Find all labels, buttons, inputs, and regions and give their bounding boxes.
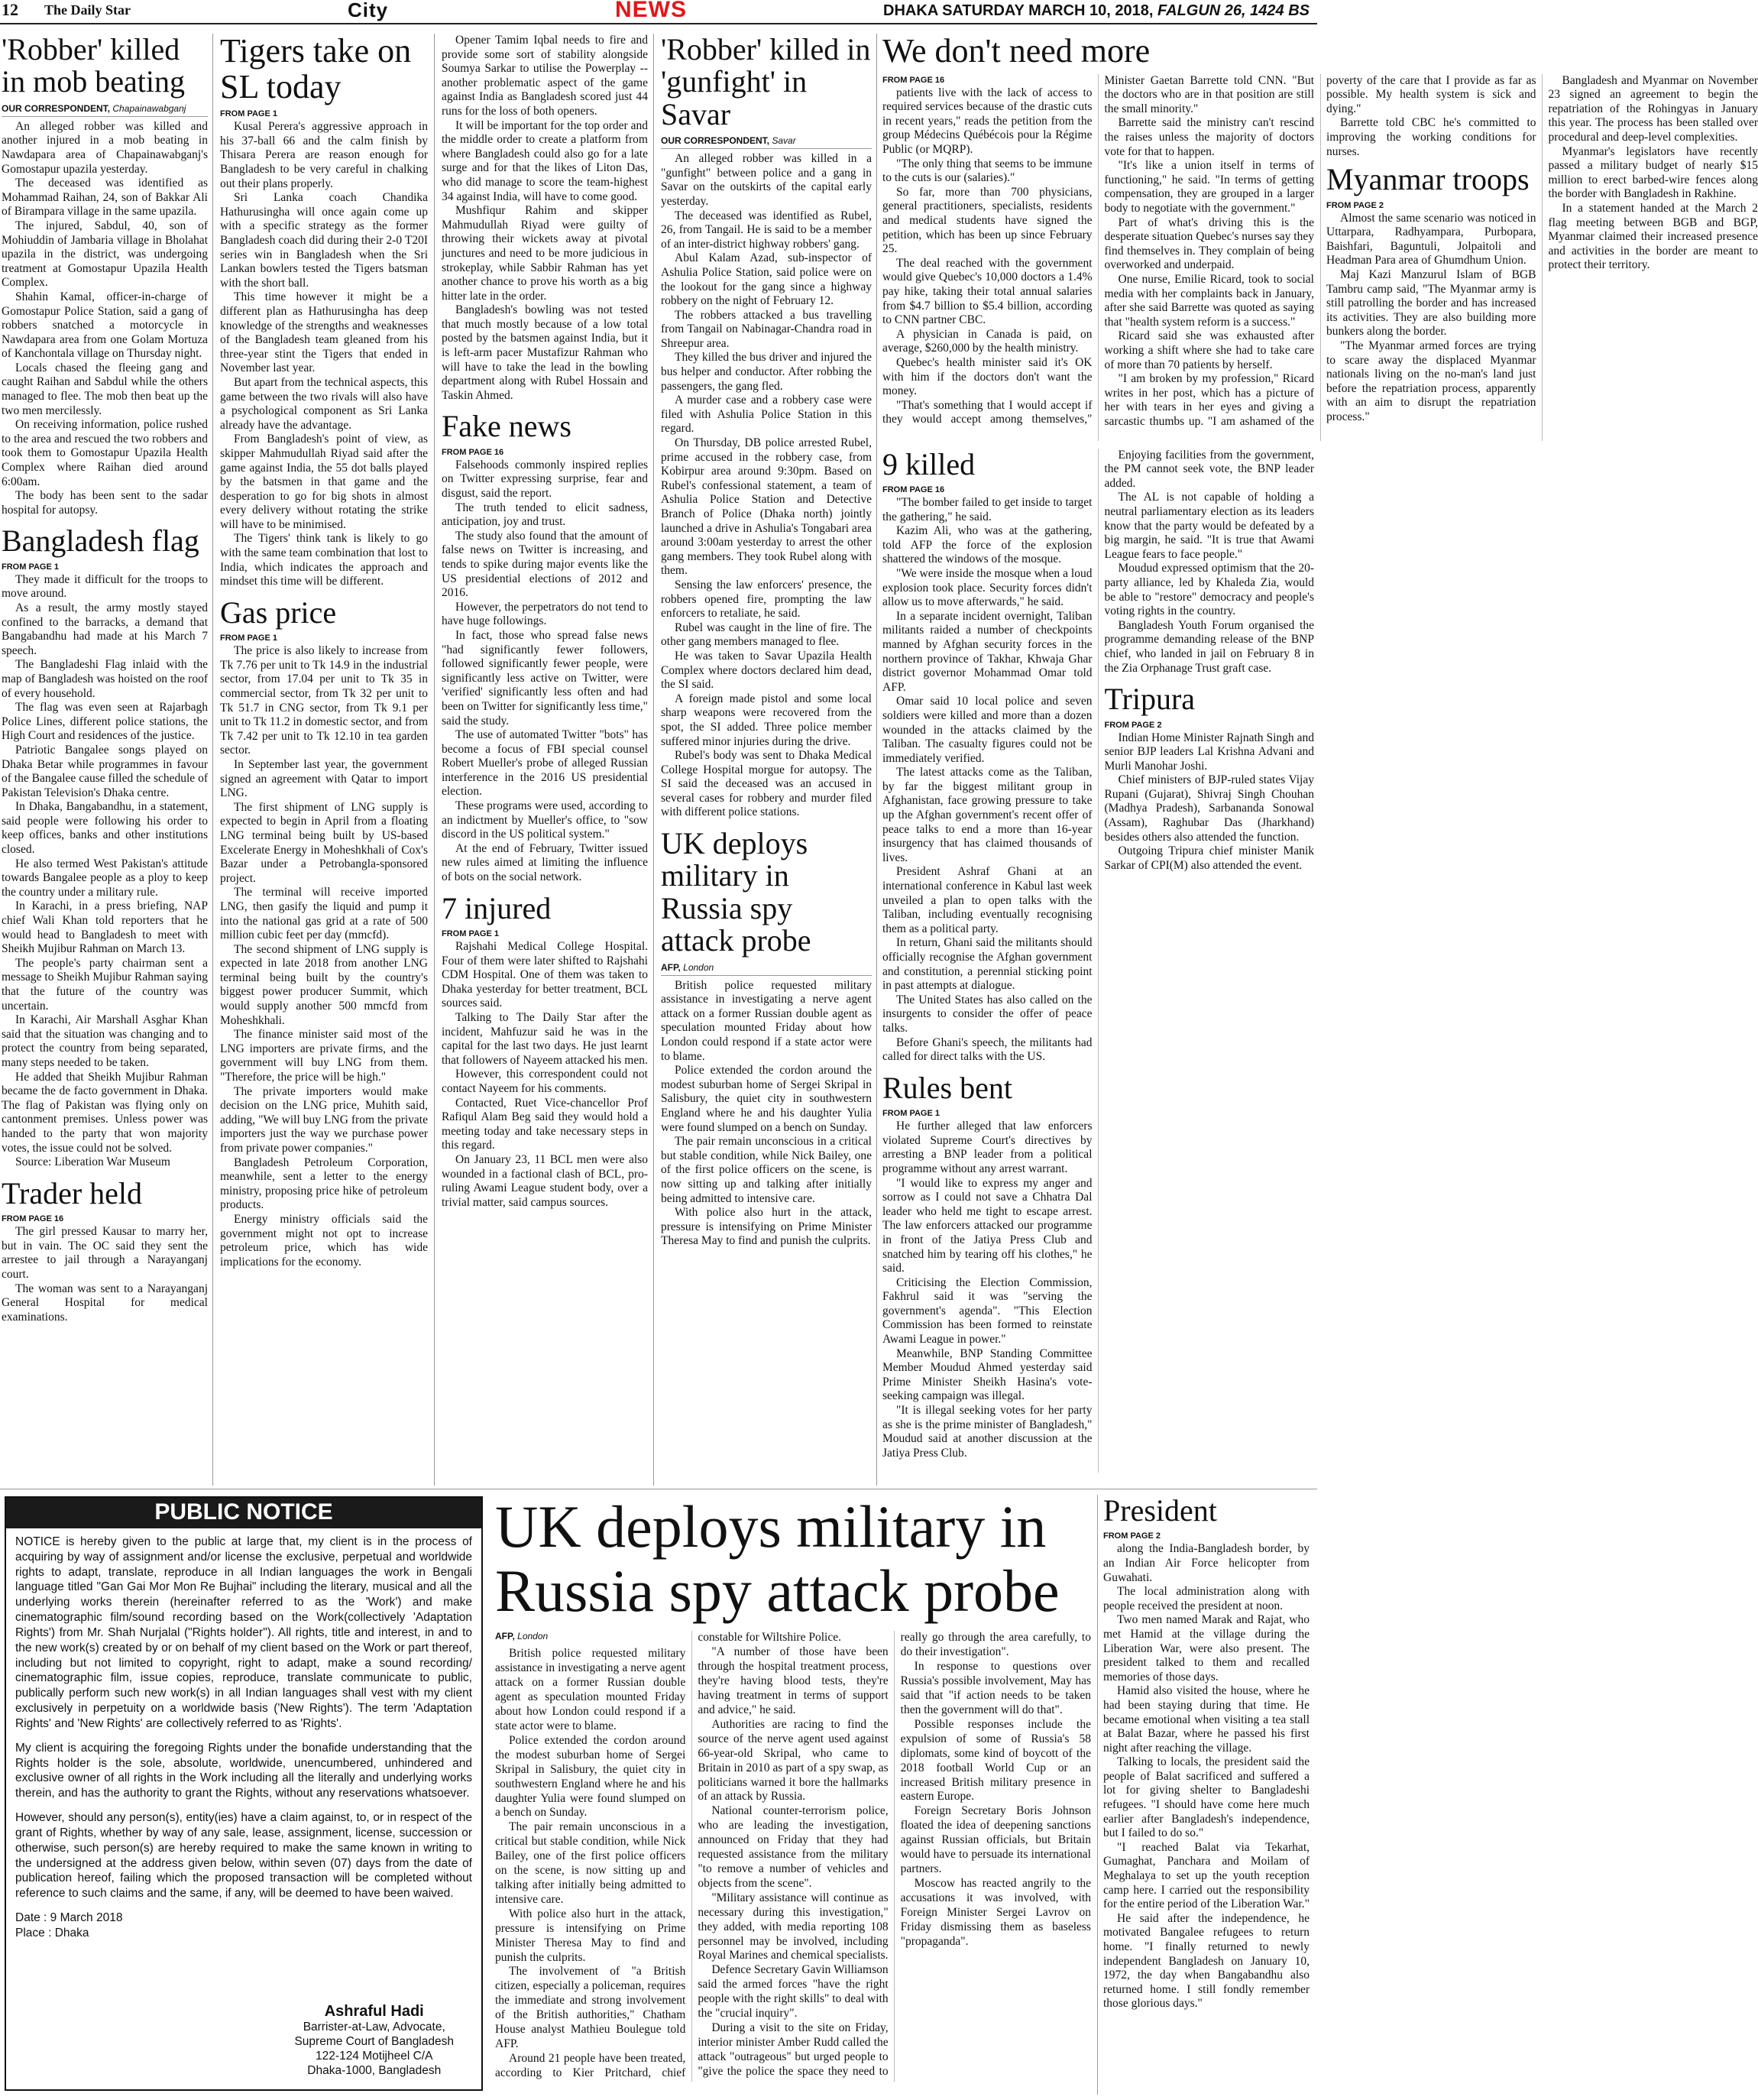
paragraph: The local administration along with people received the president at noon.: [1103, 1585, 1310, 1612]
paragraph: Quebec's health minister said it's OK with him if the doctors don't want the money.: [882, 355, 1093, 398]
jump-label: FROM PAGE 1: [220, 634, 277, 643]
paragraph: Shahin Kamal, officer-in-charge of Gomostapur Police Station, said a gang of robbers snatched a motorcycle in Nawdapara area from one Golam Mortuza of Kanchontala village on Thursday night.: [2, 290, 208, 361]
masthead: [0, 0, 1317, 24]
notice-paragraph: However, should any person(s), entity(ies) have a claim against, to, or in respect of the grant of Rights, whether by way of any sale, lease, assignment, license, succession or otherwise, such person(s) are hereby required to make the same known in writing to the undersigned at the address given below, within seven (07) days from the date of publication hereof, failing which the proposed transaction will be completed without reference to such claims and the same, if any, will be deemed to have been waived.: [15, 1811, 472, 1901]
article-body-continued: [442, 34, 648, 403]
paragraph: Omar said 10 local police and seven soldiers were killed and more than a dozen wounded in the attacks claimed by the Taliban. The casualty figures could not be immediately verified.: [882, 695, 1093, 765]
headline: Gas price: [220, 595, 337, 630]
article-body: [1105, 731, 1315, 873]
paragraph: The involvement of "a British citizen, especially a policeman, requires the immediate and strong involvement of the British authorities," Chatham House analyst Mathieu Boulegue told AFP.: [495, 1965, 686, 2050]
paragraph: Rubel was caught in the line of fire. The other gang members managed to flee.: [661, 621, 872, 649]
lower-two-col-block: [882, 446, 1314, 1473]
article-uk-big: [495, 1495, 1091, 2082]
headline: UK deploys military in Russia spy attack probe: [495, 1493, 1060, 1625]
paragraph: Outgoing Tripura chief minister Manik Sarkar of CPI(M) also attended the event.: [1104, 844, 1314, 872]
paragraph: The finance minister said most of the LNG importers are private firms, and the government will buy LNG from them. "Therefore, the price will be high.": [220, 1028, 428, 1084]
paragraph: On receiving information, police rushed to the area and rescued the two robbers and took them to Gomostapur Upazila Health Complex where Raihan died around 6:00am.: [2, 418, 208, 488]
article-seven-injured: [442, 890, 648, 1210]
paragraph: Bangladesh and Myanmar on November 23 signed an agreement to begin the repatriation of the Rohingyas in January this year. The process has been stalled over procedural and deep-level complexities.: [1548, 73, 1758, 144]
paragraph: "A number of those have been through the hospital treatment process, they're having blood tests, they're having treatment in terms of support and advice," he said.: [698, 1645, 889, 1716]
paragraph: Rubel's body was sent to Dhaka Medical College Hospital morgue for autopsy. The SI said the deceased was an accused in several cases for robbery and murder filed with different police stations.: [661, 749, 872, 819]
paragraph: The Tigers' think tank is likely to go with the same team combination that lost to India, which indicates the approach and mindset this time will be different.: [220, 532, 428, 588]
paragraph: Police extended the cordon around the modest suburban home of Sergei Skripal in Salisbury, the quiet city in southwestern England where he and his daughter Yulia were found slumped on a bench on Sunday.: [661, 1064, 872, 1134]
paragraph: He also termed West Pakistan's attitude towards Bangalee people as a ploy to keep the country under a military rule.: [2, 857, 208, 899]
date-bangla: FALGUN 26, 1424 BS: [1157, 2, 1310, 19]
paragraph: He was taken to Savar Upazila Health Complex where doctors declared him dead, the SI said.: [661, 649, 872, 692]
headline: Tigers take on SL today: [220, 32, 412, 105]
paragraph: The price is also likely to increase from Tk 7.76 per unit to Tk 14.9 in the industrial sector, from 17.04 per unit to Tk 35 in commercial sector, from Tk 32 per unit to Tk 51.7 in CNG sector, from Tk 9.1 per unit to Tk 11.2 in domestic sector, and from Tk 7.42 per unit to Tk 12.10 in tea garden sector.: [220, 644, 428, 757]
paragraph: The flag was even seen at Rajarbagh Police Lines, different police stations, the High Court and residences of the justice.: [2, 701, 208, 743]
notice-paragraph: My client is acquiring the foregoing Rights under the bonafide understanding that the Rights holder is the sole, absolute, worldwide, unencumbered, unhindered and exclusive owner of all rights in the Work including all the literally and underlying works therein, and has the authority to grant the Rights, without any reservations whatsoever.: [15, 1741, 472, 1800]
paragraph: With police also hurt in the attack, pressure is intensifying on Prime Minister Theresa May to find and punish the culprits.: [661, 1206, 872, 1248]
column-rule: [876, 34, 877, 1486]
notice-title: PUBLIC NOTICE: [6, 1498, 481, 1528]
article-body: [2, 573, 208, 1170]
paragraph: Bangladesh's bowling was not tested that much mostly because of a low total posted by the batsmen against India, but it is left-arm pacer Mustafizur Rahman who will have to take the lead in the bowling department along with Rubel Hossain and Taskin Ahmed.: [442, 303, 648, 402]
article-president: [1103, 1495, 1310, 2077]
paragraph: Defence Secretary Gavin Williamson said the armed forces "have the right people with the right skills" to deal with the "crucial inquiry".: [698, 1963, 889, 2021]
paragraph: In Dhaka, Bangabandhu, in a statement, said people were following his order to keep offices, banks and other institutions closed.: [2, 800, 208, 857]
paragraph: Possible responses include the expulsion of some of Russia's 58 diplomats, some kind of boycott of the 2018 football World Cup or an increased British military presence in eastern Europe.: [900, 1717, 1091, 1803]
paragraph: This time however it might be a different plan as Hathurusingha has deep knowledge of the strengths and weaknesses of the Bangladesh team gleaned from his three-year stint the Tigers that ended in November last year.: [220, 290, 428, 375]
paragraph: Patriotic Bangalee songs played on Dhaka Betar while programmes in favour of the Bangalee cause filled the schedule of Pakistan Television's Dhaka centre.: [2, 743, 208, 799]
paragraph: Mushfiqur Rahim and skipper Mahmudullah Riyad were guilty of throwing their wickets away at pivotal junctures and need to be more judicious in strokeplay, while Sabbir Rahman has yet another chance to prove his worth as a big hitter late in the order.: [442, 204, 648, 303]
article-body: [2, 1225, 208, 1324]
jump-label: FROM PAGE 1: [882, 1109, 940, 1119]
paragraph: These programs were used, according to an indictment by Mueller's office, to "sow discord in the US political system.": [442, 799, 648, 841]
paragraph: Barrette said the ministry can't rescind the raises unless the majority of doctors vote for that to happen.: [1104, 116, 1314, 158]
signer-line: Dhaka-1000, Bangladesh: [307, 2064, 442, 2078]
date-text: DHAKA SATURDAY MARCH 10, 2018,: [883, 2, 1154, 19]
paragraph: It will be important for the top order and the middle order to create a platform from where Bangladesh could also go for a late surge and for that the likes of Liton Das, who did manage to score the team-highest 34 against India, will have to come good.: [442, 118, 648, 203]
page-number: 12: [2, 0, 18, 19]
notice-place: Place : Dhaka: [15, 1927, 89, 1940]
paragraph: An alleged robber was killed in a "gunfight" between police and a gang in Savar on the outskirts of the capital early yesterday.: [661, 152, 872, 208]
paragraph: The Bangladeshi Flag inlaid with the map of Bangladesh was hoisted on the roof of every household.: [2, 658, 208, 700]
headline: Rules bent: [882, 1070, 1012, 1105]
paragraph: However, this correspondent could not contact Nayeem for his comments.: [442, 1068, 648, 1095]
byline-author: OUR CORRESPONDENT,: [661, 135, 770, 147]
notice-paragraph: NOTICE is hereby given to the public at large that, my client is in the process of acquiring by way of assignment and/or license the exclusive, perpetual and worldwide rights to adapt, translate, reproduce in all Indian languages the work in Bengali language titled "Gan Gai Mor Mon Re Bujhai" including the literary, musical and all the underlying works therein (hereinafter referred to as the 'Work') and make cinematographic film/sound recording based on the Work(collectively 'Adaptation Rights') from Mr. Shah Nurjalal ("Rights holder"). All rights, title and interest, in and to the new work(s) created by or on behalf of my client based on the Work or part thereof, including but not limited to copyright, right to adapt, make a sound recording/ cinematographic film, issue copies, reproduce, translate communicate to public, publically perform such new work(s) in all Indian languages shall vest with my client exclusively in perpetuity on a worldwide basis ('New Rights'). The term 'Adaptation Rights' and 'New Rights' are collectively referred to as 'Rights'.: [15, 1535, 472, 1730]
byline-author: OUR CORRESPONDENT,: [2, 102, 111, 114]
paper-name: The Daily Star: [44, 2, 131, 18]
paragraph: They made it difficult for the troops to move around.: [2, 572, 208, 601]
paragraph: Myanmar's legislators have recently passed a military budget of nearly $15 million to erect barbed-wire fences along the border with Bangladesh in Rakhine.: [1548, 144, 1758, 201]
article-nine-killed: [882, 446, 1093, 1065]
paragraph: Enjoying facilities from the government, the PM cannot seek vote, the BNP leader added.: [1104, 448, 1314, 490]
paragraph: In Karachi, Air Marshall Asghar Khan said that the situation was changing and to protect the country from being separated, many steps needed to be taken.: [2, 1013, 208, 1069]
byline: [2, 103, 208, 117]
paragraph: In fact, those who spread false news "had significantly fewer followers, followed significantly fewer people, were significantly less active on Twitter, were 'verified' significantly less often and had been on Twitter for significantly less time," said the study.: [442, 628, 648, 728]
paragraph: During a visit to the site on Friday, interior minister Amber Rudd called the attack "outrageous" but urged people to "give the police the space they need to really go through the area carefully, to do their investigation".: [698, 1631, 1091, 2078]
headline: Trader held: [2, 1175, 143, 1210]
paragraph: Talking to locals, the president said the people of Balat sacrificed and suffered a lot for giving shelter to Bangladeshi refugees. "I should have come here much earlier after Bangladesh's independence, but I failed to do so.": [1103, 1755, 1310, 1840]
paragraph: The use of automated Twitter "bots" has become a focus of FBI special counsel Robert Mueller's probe of alleged Russian interference in the 2016 US presidential election.: [442, 728, 648, 799]
signer-line: Barrister-at-Law, Advocate,: [303, 2021, 445, 2034]
article-doctors: [882, 32, 1758, 441]
paragraph: Foreign Secretary Boris Johnson floated the idea of deepening sanctions against Russian officials, but Britain would have to persuade its international partners.: [900, 1804, 1091, 1875]
paragraph: The pair remain unconscious in a critical but stable condition, while Nick Bailey, one of the first police officers on the scene, is now sitting up and talking after initially being admitted to intensive care.: [661, 1135, 872, 1205]
article-tigers: [220, 34, 428, 589]
headline: 'Robber' killed in mob beating: [2, 32, 185, 99]
byline: [661, 962, 872, 976]
paragraph: The AL is not capable of holding a neutral parliamentary election as its leaders know that the party would be defeated by a big margin, he said. "It is true that Awami League fears to face people.": [1104, 491, 1314, 561]
paragraph: So far, more than 700 physicians, general practitioners, specialists, residents and medical students have signed the petition, which has been up since February 25.: [882, 185, 1093, 256]
paragraph: He further alleged that law enforcers violated Supreme Court's directives by arresting a BNP leader from a political programme without any arrest warrant.: [882, 1120, 1093, 1175]
paragraph: However, the perpetrators do not tend to have huge followings.: [442, 600, 648, 628]
article-trader-held: [2, 1175, 208, 1325]
paragraph: The pair remain unconscious in a critical but stable condition, while Nick Bailey, one of the first police officers on the scene, is now sitting up and talking after initially being admitted to intensive care.: [495, 1820, 686, 1906]
headline: Tripura: [1104, 682, 1196, 717]
paragraph: President Ashraf Ghani at an international conference in Kabul last week unveiled a plan to open talks with the Taliban, including eventually recognising them as a political party.: [882, 865, 1093, 935]
paragraph: "I am broken by my profession," Ricard writes in her post, which has a picture of her with tears in her eyes and giving a sarcastic thumbs up. "I am ashamed of the poverty of the care that I provide as far as possible. My health system is sick and dying.": [1104, 73, 1536, 428]
paragraph: The private importers would make decision on the LNG price, Muhith said, adding, "We will buy LNG from the private importers just the way we purchase power from private power companies.": [220, 1084, 428, 1155]
paragraph: Abul Kalam Azad, sub-inspector of Ashulia Police Station, said police were on the lookout for the gang since a highway robbery on the night of February 12.: [661, 251, 872, 308]
jump-label: FROM PAGE 16: [2, 1214, 64, 1224]
headline: 7 injured: [442, 890, 552, 925]
paragraph: British police requested military assistance in investigating a nerve agent attack on a former Russian double agent as speculation mounted Friday about how London could respond if a state actor were to blame.: [661, 978, 872, 1063]
paragraph: "The only thing that seems to be immune to the cuts is our (salaries).": [882, 157, 1093, 185]
paragraph: "Military assistance will continue as necessary during this investigation," they added, with media reporting 108 personnel may be involved, including Royal Marines and chemical specialists.: [698, 1891, 889, 1962]
jump-label: FROM PAGE 2: [1104, 720, 1162, 730]
article-body: [2, 120, 208, 518]
paragraph: Moudud expressed optimism that the 20-party alliance, led by Khaleda Zia, would be able to "restore" democracy and people's voting rights in the country.: [1104, 562, 1314, 618]
paragraph: Indian Home Minister Rajnath Singh and senior BJP leaders Lal Krishna Advani and Murli Manohar Joshi.: [1104, 731, 1314, 773]
paragraph: along the India-Bangladesh border, by an Indian Air Force helicopter from Guwahati.: [1103, 1542, 1310, 1584]
paragraph: Opener Tamim Iqbal needs to fire and provide some sort of stability alongside Soumya Sarkar to utilise the Powerplay -- another problematic aspect of the game against India as Bangladesh scored just 44 runs for the loss of both openers.: [442, 34, 648, 118]
paragraph: Talking to The Daily Star after the incident, Mahfuzur said he was in the capital for the last two days. He just learnt that followers of Nayeem attacked his men.: [442, 1011, 648, 1067]
paragraph: Authorities are racing to find the source of the nerve agent used against 66-year-old Skripal, who came to Britain in 2010 as part of a spy swap, as politicians warned it bore the hallmarks of an attack by Russia.: [698, 1717, 889, 1803]
section-tag: NEWS: [615, 0, 687, 22]
paragraph: Part of what's driving this is the desperate situation Quebec's nurses say they find themselves in. They complain of being overworked and underpaid.: [1104, 216, 1314, 272]
article-body: [661, 979, 872, 1249]
column-4: [661, 34, 872, 1486]
article-body-wrap: [882, 73, 1758, 441]
paragraph: Around 21 people have been treated, according to Kier Pritchard, chief constable for Wiltshire Police.: [495, 1631, 841, 2079]
paragraph: Sensing the law enforcers' presence, the robbers opened fire, prompting the law enforcers to retaliate, he said.: [661, 578, 872, 621]
paragraph: The body has been sent to the sadar hospital for autopsy.: [2, 489, 208, 517]
paragraph: From Bangladesh's point of view, as skipper Mahmudullah Riyad said after the game against India, the 55 dot balls played by the batsmen in that game and the desperation to go for big shots in almost every delivery without rotating the strike will have to be minimised.: [220, 433, 428, 531]
article-body-wrap: [495, 1631, 1091, 2082]
paragraph: The injured, Sabdul, 40, son of Mohiuddin of Jambaria village in Bholahat upazila in the district, was undergoing treatment at Gomostapur Upazila Health Complex.: [2, 219, 208, 290]
paragraph: A murder case and a robbery case were filed with Ashulia Police Station in this regard.: [661, 394, 872, 436]
jump-label: FROM PAGE 16: [882, 485, 945, 495]
paragraph: National counter-terrorism police, who are leading the investigation, announced on Friday that they had requested assistance from the military "to remove a number of vehicles and objects from the scene".: [698, 1804, 889, 1890]
paragraph: Kusal Perera's aggressive approach in his 37-ball 66 and the calm finish by Thisara Perera are reason enough for Bangladesh to be very careful in chalking out their plans properly.: [220, 120, 428, 190]
paragraph: Locals chased the fleeing gang and caught Raihan and Sabdul while the others managed to flee. The mob then beat up the two men mercilessly.: [2, 361, 208, 417]
article-body: [220, 644, 428, 1269]
article-body: [442, 940, 648, 1210]
paragraph: The second shipment of LNG supply is expected in late 2018 from another LNG terminal being built by the country's biggest power producer Summit, which would supply another 500 mmcfd from Moheshkhali.: [220, 942, 428, 1027]
column-rule: [212, 34, 213, 1486]
column-rule: [434, 34, 435, 1486]
paragraph: They killed the bus driver and injured the bus helper and conductor. After robbing the passengers, the gang fled.: [661, 351, 872, 393]
article-tigers-cont: [442, 34, 648, 403]
jump-label: FROM PAGE 1: [2, 562, 59, 572]
paragraph: "It's like a union itself in terms of functioning," he said. "In terms of getting compensation, they are grouped in a larger body to negotiate with the government.": [1104, 159, 1314, 215]
headline: 'Robber' killed in 'gunfight' in Savar: [661, 32, 871, 131]
paragraph: British police requested military assistance in investigating a nerve agent attack on a former Russian double agent as speculation mounted Friday about how London could respond if a state actor were to blame.: [495, 1647, 686, 1732]
paragraph: The truth tended to elicit sadness, anticipation, joy and trust.: [442, 501, 648, 529]
paragraph: Falsehoods commonly inspired replies on Twitter expressing surprise, fear and disgust, said the report.: [442, 458, 648, 501]
section-label: City: [348, 0, 389, 21]
byline-place: Savar: [772, 135, 796, 147]
article-fake-news: [442, 410, 648, 884]
jump-label: FROM PAGE 2: [1326, 200, 1384, 210]
paragraph: The latest attacks come as the Taliban, by far the biggest militant group in Afghanistan, face growing pressure to take up the Afghan government's recent offer of peace talks to end a more than 16-year insurgency that has claimed thousands of lives.: [882, 766, 1093, 864]
paragraph: In return, Ghani said the militants should officially recognise the Afghan government and constitution, a perennial sticking point in past attempts at dialogue.: [882, 936, 1093, 993]
paragraph: A foreign made pistol and some local sharp weapons were recovered from the spot, the SI added. Three police member suffered minor injuries during the drive.: [661, 692, 872, 748]
column-rule: [653, 34, 654, 1486]
paragraph: Maj Kazi Manzurul Islam of BGB Tambru camp said, "The Myanmar army is still patrolling the border and has increased its activities. They are also building more bunkers along the border.: [1326, 267, 1536, 339]
paragraph: Before Ghani's speech, the militants had called for direct talks with the US.: [882, 1035, 1093, 1064]
paragraph: A physician in Canada is paid, on average, $260,000 by the health ministry.: [882, 327, 1093, 355]
jump-label: FROM PAGE 2: [1103, 1531, 1161, 1541]
paragraph: Sri Lanka coach Chandika Hathurusingha will once again come up with a specific strategy as the former Bangladesh coach did during their 2-0 T20I series win in Bangladesh when the Sri Lankan bowlers tested the Tigers batsman with the short ball.: [220, 191, 428, 290]
article-body: [882, 496, 1093, 1065]
column-2: [220, 34, 428, 1486]
byline-author: AFP,: [661, 961, 681, 973]
paragraph: But apart from the technical aspects, this game between the two rivals will also have a psychological component as Sri Lanka already have the advantage.: [220, 375, 428, 432]
paragraph: The deceased was identified as Mohammad Raihan, 24, son of Bakkar Ali of Birampara village in the same upazila.: [2, 177, 208, 219]
date-line: [883, 2, 1310, 20]
headline: Bangladesh flag: [2, 523, 199, 559]
paragraph: "That's something that I would accept if they would accept among themselves," Minister Gaetan Barrette told CNN. "But the doctors who are in that position are still the small minority.": [882, 73, 1314, 426]
paragraph: One nurse, Emilie Ricard, took to social media with her complaints back in January, after she said Barrette was quoted as saying that "health system reform is a success.": [1104, 272, 1314, 329]
article-body: [442, 459, 648, 885]
paragraph: The people's party chairman sent a message to Sheikh Mujibur Rahman saying that the future of the country was uncertain.: [2, 956, 208, 1013]
headline: UK deploys military in Russia spy attack probe: [661, 826, 811, 958]
jump-label: FROM PAGE 16: [882, 75, 945, 85]
column-5-6: [882, 32, 1758, 1486]
column-rule: [1097, 1495, 1098, 2095]
paragraph: In a separate incident overnight, Taliban militants raided a number of checkpoints manned by Afghan security forces in the northern province of Takhar, Khwaja Ghar district governor Mohammad Omar told AFP.: [882, 609, 1093, 694]
public-notice: [5, 1496, 483, 2091]
paragraph: Kazim Ali, who was at the gathering, told AFP the force of the explosion shattered the windows of the mosque.: [882, 524, 1093, 566]
article-tripura: [1105, 683, 1315, 873]
paragraph: He said after the independence, he motivated Bangalee refugees to return home. "I finally returned to newly independent Bangladesh on January 10, 1972, the day when Bangabandhu also returned home. I still fondly remember those glorious days.": [1103, 1911, 1310, 2011]
paragraph: patients live with the lack of access to required services because of the drastic cuts in recent years," reads the petition from the group Médecins Québécois pour la Régime Public (or MQRP).: [882, 86, 1093, 156]
paragraph: The study also found that the amount of false news on Twitter is increasing, and tends to spike during major events like the US presidential elections of 2012 and 2016.: [442, 529, 648, 600]
jump-label: FROM PAGE 1: [442, 929, 499, 939]
paragraph: As a result, the army mostly stayed confined to the barracks, a demand that Bangabandhu had made at his March 7 speech.: [2, 601, 208, 657]
article-body: [220, 120, 428, 589]
paragraph: Contacted, Ruet Vice-chancellor Prof Rafiqul Alam Beg said they would hold a meeting today and take necessary steps in this regard.: [442, 1096, 648, 1152]
paragraph: "I reached Balat via Tekarhat, Gumaghat, Panchara and Moilam of Meghalaya to set up the youth reception camp here. I carried out the responsibility for the entire period of the Liberation War.": [1103, 1840, 1310, 1911]
paragraph: The terminal will receive imported LNG, then gasify the liquid and pump it into the national gas grid at a rate of 500 million cubic feet per day (mmcfd).: [220, 886, 428, 942]
headline: 9 killed: [882, 446, 976, 481]
headline: Myanmar troops: [1326, 162, 1530, 197]
paragraph: An alleged robber was killed and another injured in a mob beating in Nawdapara area of Chapainawabganj's Gomostapur upazila yesterday.: [2, 119, 208, 176]
paragraph: Chief ministers of BJP-ruled states Vijay Rupani (Gujarat), Shivraj Singh Chouhan (Madhya Pradesh), Sarbananda Sonowal (Assam), Raghubar Das (Jharkhand) besides others also attended the function.: [1104, 773, 1314, 844]
signer-name: Ashraful Hadi: [324, 2002, 424, 2020]
article-robber-beating: [2, 34, 208, 517]
paragraph: On Thursday, DB police arrested Rubel, prime accused in the robbery case, from Kobirpur area around 9:30pm. Based on Rubel's confessional statement, a team of Ashulia Police Station and Detective Branch of Police (Dhaka north) jointly launched a drive in Ashulia's Tongabari area around 3:00am yesterday to arrest the other gang members. They took Rubel along with them.: [661, 436, 872, 578]
jump-label: FROM PAGE 16: [442, 447, 504, 457]
paragraph: Moscow has reacted angrily to the accusations it was involved, with Foreign Minister Sergei Lavrov on Friday dismissing them as baseless "propaganda".: [900, 1876, 1091, 1948]
paragraph: He added that Sheikh Mujibur Rahman became the de facto government in Dhaka. The flag of Pakistan was flying only on cantonment premises. Unless power was handed to the party that won majority votes, the issue could not be solved.: [2, 1070, 208, 1155]
jump-label: FROM PAGE 1: [220, 109, 277, 119]
notice-date: Date : 9 March 2018: [15, 1911, 123, 1925]
column-1: [2, 34, 208, 1486]
paragraph: "The Myanmar armed forces are trying to scare away the displaced Myanmar nationals living on the no-man's land just before the repatriation process, apparently with an aim to disrupt the repatriation process.": [1326, 339, 1536, 423]
paragraph: Bangladesh Youth Forum organised the programme demanding release of the BNP chief, who landed in jail on February 8 in the Zia Orphanage Trust graft case.: [1104, 618, 1314, 675]
column-3: [442, 34, 648, 1486]
headline: President: [1103, 1493, 1217, 1528]
headline: We don't need more: [882, 32, 1151, 70]
paragraph: The robbers attacked a bus travelling from Tangail on Nabinagar-Chandra road in Shreepur area.: [661, 308, 872, 350]
paragraph: Ricard said she was exhausted after working a shift where she had to take care of more than 70 patients by herself.: [1104, 329, 1314, 371]
paragraph: On January 23, 11 BCL men were also wounded in a factional clash of BCL, pro-ruling Awami League student body, over a trivial matter, said campus sources.: [442, 1152, 648, 1209]
article-gas-price: [220, 597, 428, 1270]
paragraph: The woman was sent to a Narayanganj General Hospital for medical examinations.: [2, 1282, 208, 1324]
paragraph: Almost the same scenario was noticed in Uttarpara, Radhyampara, Purbopara, Baishfari, Baguntuli, Jolpaitoli and Headman Para area of Ghumdhum Union.: [1326, 211, 1536, 267]
headline: Fake news: [442, 409, 571, 444]
paragraph: Police extended the cordon around the modest suburban home of Sergei Skripal in Salisbury, the quiet city in southwestern England where he and his daughter Yulia were found slumped on a bench on Sunday.: [495, 1733, 686, 1820]
paragraph: The girl pressed Kausar to marry her, but in vain. The OC said they sent the arrestee to jail through a Narayanganj court.: [2, 1225, 208, 1281]
notice-body: [6, 1528, 481, 1947]
article-body: [1103, 1542, 1310, 2077]
paragraph: The first shipment of LNG supply is expected to begin in April from a floating LNG terminal being built by US-based Excelerate Energy in Moheshkhali of Cox's Bazar under a Petrobangla-sponsored project.: [220, 800, 428, 885]
paragraph: Criticising the Election Commission, Fakhrul said it was "serving the government's agenda". "This Election Commission has been formed to reinstate Awami League in power.": [882, 1275, 1093, 1347]
byline-place: London: [683, 961, 714, 973]
paragraph: Hamid also visited the house, where he had been staying during that time. He became emotional when visiting a tea stall at Balat Bazar, where he passed his first night after reaching the village.: [1103, 1684, 1310, 1755]
paragraph: Two men named Marak and Rajat, who met Hamid at the village during the Liberation War, were also present. The president talked to them and recalled memories of those days.: [1103, 1613, 1310, 1684]
paragraph: The deceased was identified as Rubel, 26, from Tangail. He is said to be a member of an inter-district highway robbers' gang.: [661, 209, 872, 251]
byline: [495, 1631, 685, 1644]
paragraph: Meanwhile, BNP Standing Committee Member Moudud Ahmed yesterday said Prime Minister Sheikh Hasina's vote-seeking campaign was illegal.: [882, 1347, 1093, 1403]
article-robber-gunfight: [661, 34, 872, 820]
paragraph: Source: Liberation War Museum: [15, 1155, 170, 1169]
paragraph: In a statement handed at the March 2 flag meeting between BGB and BGP, Myanmar claimed their increased presence and activities in the border are meant to protect their territory.: [1548, 201, 1758, 272]
paragraph: The deal reached with the government would give Quebec's 10,000 doctors a 1.4% pay hike, taking their total annual salaries from $4.7 billion to $5.4 billion, according to CNN partner CBC.: [882, 256, 1093, 327]
byline-place: London: [517, 1631, 549, 1642]
byline: [661, 135, 872, 149]
paragraph: "It is illegal seeking votes for her party as she is the prime minister of Bangladesh," Moudud said at another discussion at the Jatiya Press Club.: [882, 1404, 1093, 1460]
paragraph: In September last year, the government signed an agreement with Qatar to import LNG.: [220, 757, 428, 800]
paragraph: "I would like to express my anger and sorrow as I could not save a Chhatra Dal leader who held me tight to escape arrest. The law enforcers attacked our programme in front of the Jatiya Press Club and snatched him by tearing off his clothes," he said.: [882, 1176, 1093, 1275]
article-bangladesh-flag: [2, 525, 208, 1169]
paragraph: Energy ministry officials said the government might not opt to increase petroleum price, which has wide implications for the economy.: [220, 1212, 428, 1269]
byline-place: Chapainawabganj: [112, 102, 186, 114]
article-body: [661, 152, 872, 820]
paragraph: In Karachi, in a press briefing, NAP chief Wali Khan told reporters that he would head to Bangladesh to meet with Sheikh Mujibur Rahman on March 13.: [2, 899, 208, 956]
paragraph: "We were inside the mosque when a loud explosion took place. Security forces didn't allow us to move afterwards," he said.: [882, 566, 1093, 609]
paragraph: "The bomber failed to get inside to target the gathering," he said.: [882, 496, 1093, 523]
notice-signature: [294, 2002, 454, 2079]
article-uk-small: [661, 828, 872, 1249]
paragraph: Bangladesh Petroleum Corporation, meanwhile, sent a letter to the energy ministry, proposing price hike of petroleum products.: [220, 1155, 428, 1212]
paragraph: With police also hurt in the attack, pressure is intensifying on Prime Minister Theresa May to find and punish the culprits.: [495, 1907, 686, 1964]
paragraph: At the end of February, Twitter issued new rules aimed at limiting the influence of bots on the social network.: [442, 841, 648, 884]
paragraph: Barrette told CBC he's committed to improving the working conditions for nurses.: [1326, 116, 1536, 158]
paragraph: The United States has also called on the insurgents to consider the offer of peace talks.: [882, 993, 1093, 1035]
paragraph: In response to questions over Russia's possible involvement, May has said that "if action needs to be taken then the government will do that".: [900, 1660, 1091, 1716]
signer-line: 122-124 Motijheel C/A: [316, 2050, 433, 2063]
byline-author: AFP,: [495, 1631, 515, 1642]
paragraph: Rajshahi Medical College Hospital. Four of them were later shifted to Rajshahi CDM Hospital. One of them was taken to Dhaka yesterday for better treatment, BCL sources said.: [442, 940, 648, 1010]
signer-line: Supreme Court of Bangladesh: [294, 2035, 454, 2049]
article-body: [495, 1631, 1091, 2082]
